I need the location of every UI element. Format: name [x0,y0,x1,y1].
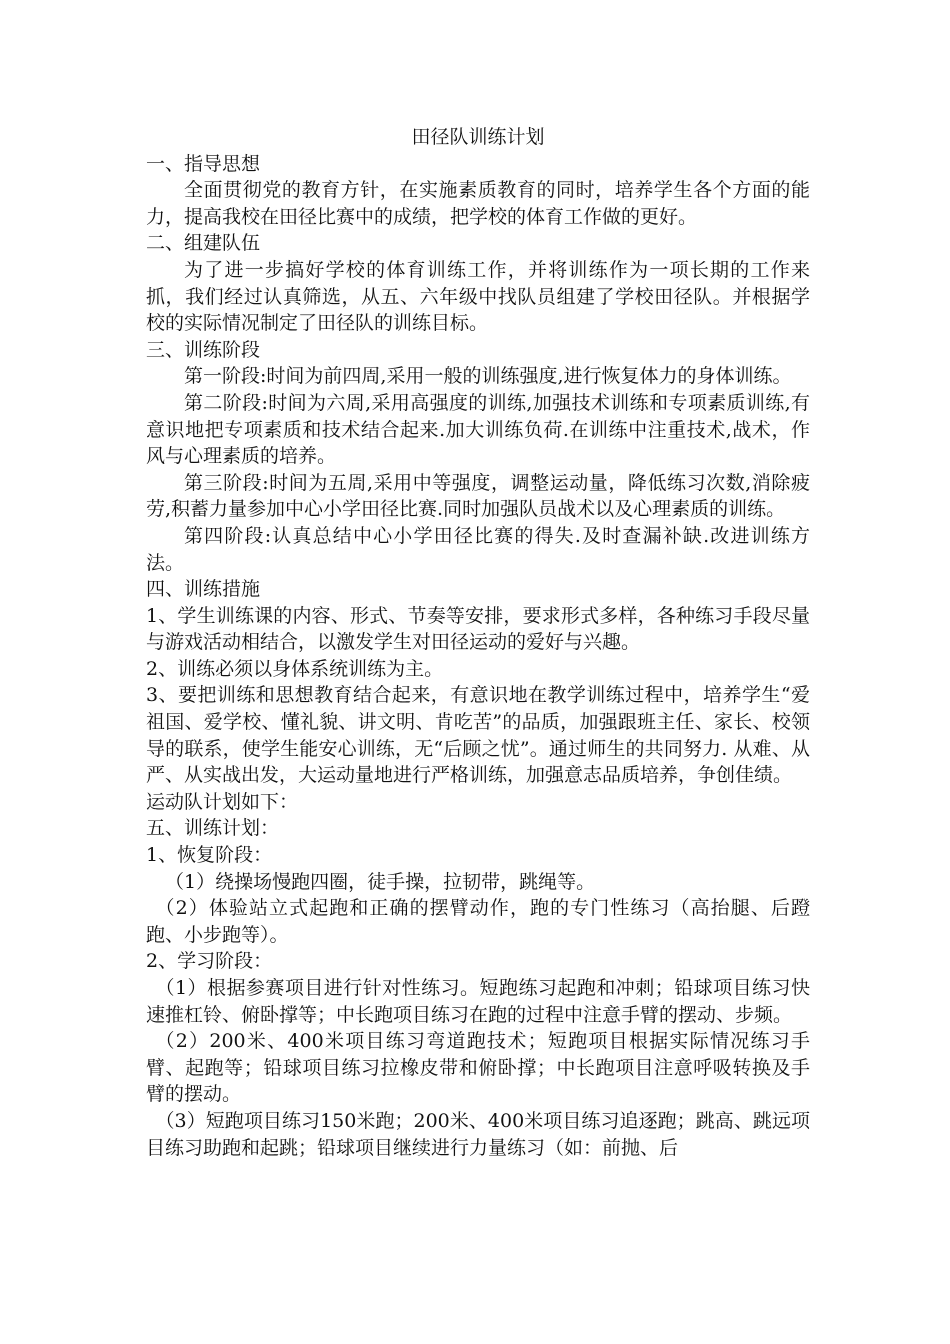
subheading-learning-stage: 2、学习阶段： [146,950,273,973]
list-item-measure-1: 1、学生训练课的内容、形式、节奏等安排，要求形式多样，各种练习手段尽量与游戏活动相结合，以激发学生对田径运动的爱好与兴趣。 [146,604,810,654]
document-page [146,124,810,1161]
list-item-learning-2: （2）200米、400米项目练习弯道跑技术；短跑项目根据实际情况练习手臂、起跑等；铅球项目练习拉橡皮带和俯卧撑；中长跑项目注意呼吸转换及手臂的摆动。 [146,1030,810,1106]
section-heading-team-building: 二、组建队伍 [146,232,261,255]
paragraph: 为了进一步搞好学校的体育训练工作，并将训练作为一项长期的工作来抓，我们经过认真筛选，从五、六年级中找队员组建了学校田径队。并根据学校的实际情况制定了田径队的训练目标。 [146,258,810,335]
paragraph: 全面贯彻党的教育方针，在实施素质教育的同时，培养学生各个方面的能力，提高我校在田径比赛中的成绩，把学校的体育工作做的更好。 [146,179,810,228]
section-heading-training-measures: 四、训练措施 [146,578,261,601]
paragraph-stage-1: 第一阶段:时间为前四周,采用一般的训练强度,进行恢复体力的身体训练。 [184,365,792,388]
paragraph-stage-2: 第二阶段:时间为六周,采用高强度的训练,加强技术训练和专项素质训练,有意识地把专项素质和技术结合起来.加大训练负荷.在训练中注重技术,战术，作风与心理素质的培养。 [146,391,810,468]
section-heading-training-stages: 三、训练阶段 [146,338,261,361]
section-heading-guiding-thought: 一、指导思想 [146,152,261,175]
list-item-recovery-1: （1）绕操场慢跑四圈，徒手操，拉韧带，跳绳等。 [165,870,596,893]
list-item-measure-3: 3、要把训练和思想教育结合起来，有意识地在教学训练过程中，培养学生“爱祖国、爱学校、懂礼貌、讲文明、肯吃苦”的品质，加强跟班主任、家长、校领导的联系，使学生能安心训练，无“后顾之忧”。通过师生的共同努力. 从难、从严、从实战出发，大运动量地进行严格训练，加强意志品质培养，争创佳绩。 [146,684,810,787]
paragraph-stage-4: 第四阶段:认真总结中心小学田径比赛的得失.及时查漏补缺.改进训练方法。 [146,524,810,574]
subheading-recovery-stage: 1、恢复阶段： [146,844,273,867]
list-item-recovery-2: （2）体验站立式起跑和正确的摆臂动作，跑的专门性练习（高抬腿、后蹬跑、小步跑等）。 [146,897,810,946]
section-heading-training-plan: 五、训练计划： [146,817,280,840]
paragraph-stage-3: 第三阶段:时间为五周,采用中等强度，调整运动量，降低练习次数,消除疲劳,积蓄力量参加中心小学田径比赛.同时加强队员战术以及心理素质的训练。 [146,471,810,521]
list-item-measure-2: 2、训练必须以身体系统训练为主。 [146,657,444,680]
document-title: 田径队训练计划 [411,126,545,148]
list-item-learning-1: （1）根据参赛项目进行针对性练习。短跑练习起跑和冲刺；铅球项目练习快速推杠铃、俯卧撑等；中长跑项目练习在跑的过程中注意手臂的摆动、步频。 [146,977,810,1026]
list-item-learning-3: （3）短跑项目练习150米跑；200米、400米项目练习追逐跑；跳高、跳远项目练习助跑和起跳；铅球项目继续进行力量练习（如：前抛、后 [146,1109,810,1159]
plan-intro: 运动队计划如下： [146,790,299,813]
